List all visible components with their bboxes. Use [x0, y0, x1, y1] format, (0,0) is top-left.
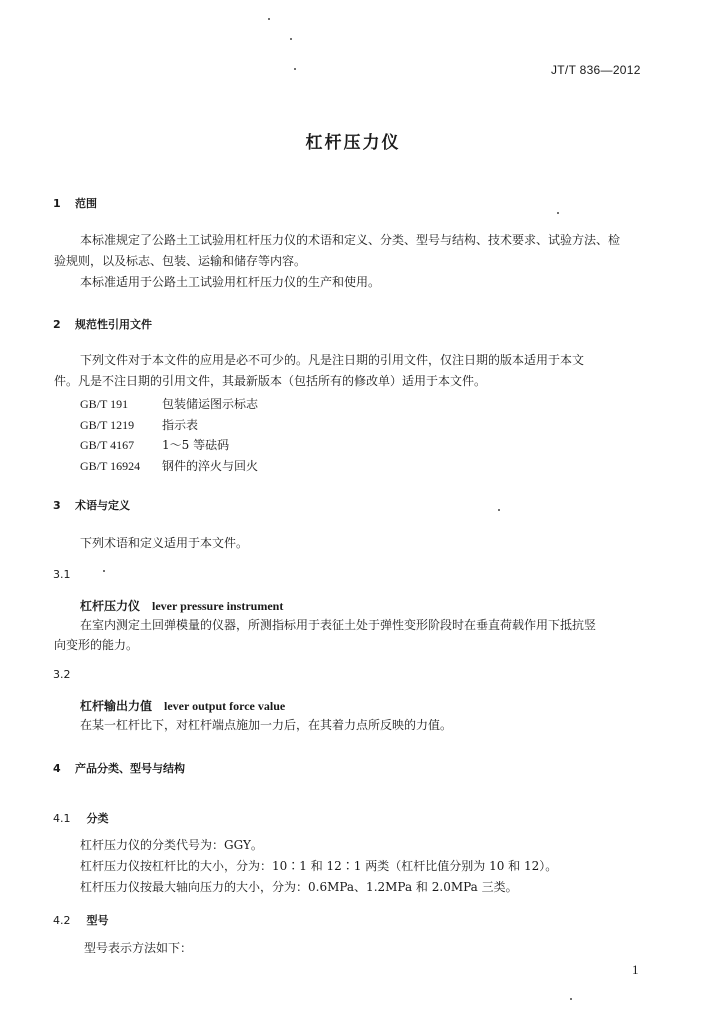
paragraph-line: 杠杆压力仪的分类代号为：GGY。 — [80, 838, 263, 852]
section-3-heading — [53, 497, 130, 513]
reference-name: 钢件的淬火与回火 — [162, 459, 259, 473]
reference-item — [80, 395, 258, 412]
standard-code: JT/T 836—2012 — [551, 63, 641, 77]
paragraph-line: 型号表示方法如下： — [84, 941, 193, 955]
subsection-number: 4.1 — [53, 812, 71, 825]
paragraph-line: 本标准适用于公路土工试验用杠杆压力仪的生产和使用。 — [80, 275, 381, 289]
section-number: 4 — [53, 762, 61, 775]
reference-name: 指示表 — [162, 418, 199, 432]
reference-item — [80, 457, 258, 474]
section-number: 1 — [53, 197, 61, 210]
paragraph-line: 杠杆压力仪按杠杆比的大小，分为：10∶1 和 12∶1 两类（杠杆比值分别为 10 和 12）。 — [80, 859, 558, 873]
term-english: lever pressure instrument — [152, 599, 284, 613]
section-1-heading — [53, 195, 97, 211]
paragraph-line: 本标准规定了公路土工试验用杠杆压力仪的术语和定义、分类、型号与结构、技术要求、试验方法、检 — [80, 233, 621, 247]
reference-item — [80, 416, 198, 433]
scan-speck — [294, 68, 296, 70]
subsection-number: 4.2 — [53, 914, 71, 927]
subsection-4-1-heading — [53, 810, 109, 826]
section-title: 范围 — [75, 197, 97, 210]
reference-name: 1～5 等砝码 — [162, 438, 230, 452]
reference-code: GB/T 4167 — [80, 438, 135, 452]
term-entry — [80, 597, 283, 614]
paragraph-line: 下列文件对于本文件的应用是必不可少的。凡是注日期的引用文件，仅注日期的版本适用于本文 — [80, 353, 585, 367]
subsection-4-2-heading — [53, 912, 109, 928]
definition-line: 向变形的能力。 — [54, 638, 139, 652]
scan-speck — [557, 212, 559, 214]
section-number: 2 — [53, 318, 61, 331]
section-number: 3 — [53, 499, 61, 512]
scan-speck — [570, 998, 572, 1000]
reference-item — [80, 436, 229, 453]
document-title: 杠杆压力仪 — [305, 133, 401, 153]
paragraph-line: 件。凡是不注日期的引用文件，其最新版本（包括所有的修改单）适用于本文件。 — [54, 374, 487, 388]
paragraph-line: 杠杆压力仪按最大轴向压力的大小，分为：0.6MPa、1.2MPa 和 2.0MPa 三类。 — [80, 880, 518, 894]
reference-code: GB/T 1219 — [80, 418, 135, 432]
term-entry — [80, 697, 285, 714]
scan-speck — [103, 570, 105, 572]
section-title: 产品分类、型号与结构 — [75, 762, 185, 775]
section-title: 规范性引用文件 — [75, 318, 152, 331]
section-title: 术语与定义 — [75, 499, 130, 512]
definition-line: 在某一杠杆比下，对杠杆端点施加一力后，在其着力点所反映的力值。 — [80, 718, 453, 732]
scan-speck — [290, 38, 292, 40]
page-number: 1 — [632, 962, 639, 977]
paragraph-line: 验规则，以及标志、包装、运输和储存等内容。 — [54, 254, 307, 268]
definition-line: 在室内测定土回弹模量的仪器，所测指标用于表征土处于弹性变形阶段时在垂直荷载作用下抵抗竖 — [80, 618, 597, 632]
subsection-number: 3.2 — [53, 668, 71, 681]
subsection-number: 3.1 — [53, 568, 71, 581]
scan-speck — [268, 18, 270, 20]
subsection-title: 分类 — [86, 812, 109, 825]
term-chinese: 杠杆压力仪 — [80, 599, 141, 613]
paragraph-line: 下列术语和定义适用于本文件。 — [80, 536, 249, 550]
reference-code: GB/T 16924 — [80, 459, 141, 473]
reference-code: GB/T 191 — [80, 397, 129, 411]
subsection-title: 型号 — [86, 914, 109, 927]
section-4-heading — [53, 760, 185, 776]
section-2-heading — [53, 316, 152, 332]
reference-name: 包装储运图示标志 — [162, 397, 259, 411]
term-english: lever output force value — [164, 699, 286, 713]
term-chinese: 杠杆输出力值 — [80, 699, 153, 713]
scan-speck — [498, 509, 500, 511]
